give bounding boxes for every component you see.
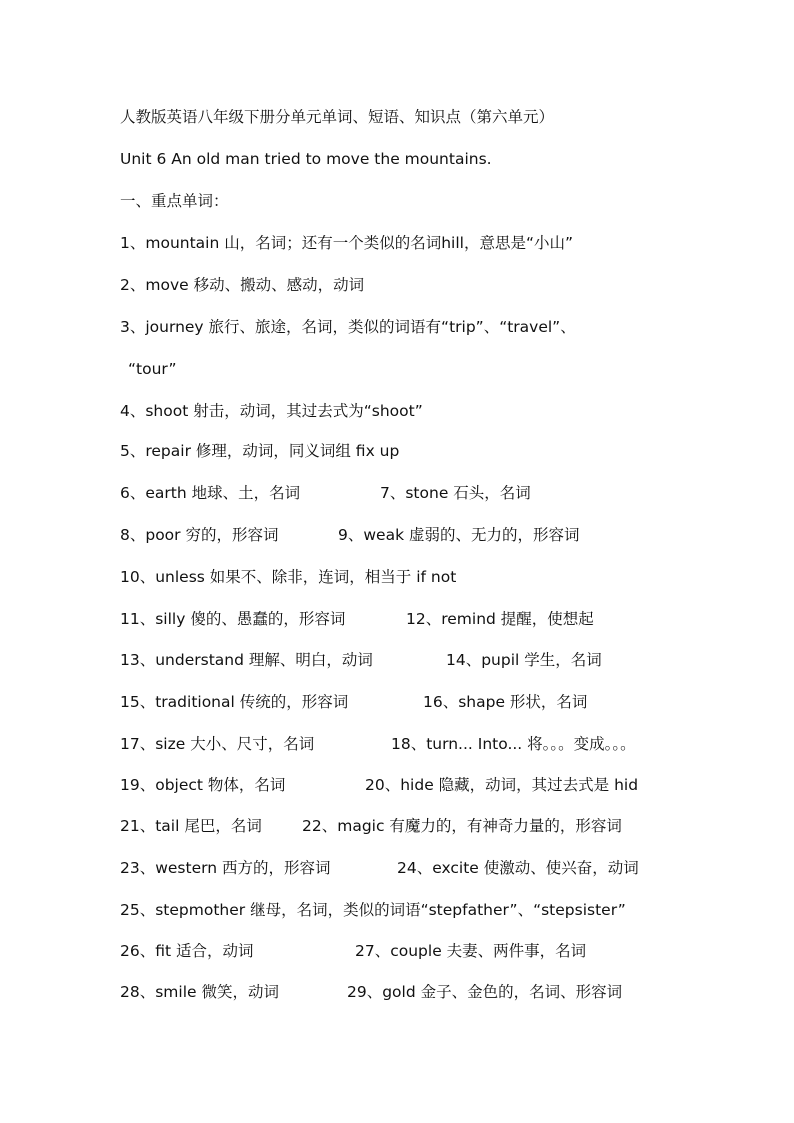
- vocab-entry: 3、journey 旅行、旅途，名词，类似的词语有“trip”、“travel”、: [120, 318, 576, 336]
- vocab-entry: 10、unless 如果不、除非，连词，相当于 if not: [120, 568, 457, 586]
- vocab-entry: 6、earth 地球、土，名词: [120, 484, 301, 502]
- vocab-entry: 7、stone 石头，名词: [380, 484, 531, 502]
- vocab-entry: 28、smile 微笑，动词: [120, 983, 279, 1001]
- vocab-entry: 20、hide 隐藏，动词，其过去式是 hid: [365, 776, 639, 794]
- vocab-entry: 12、remind 提醒，使想起: [406, 610, 594, 628]
- vocab-entry: 19、object 物体，名词: [120, 776, 286, 794]
- vocab-entry: 26、fit 适合，动词: [120, 942, 254, 960]
- vocab-line: [120, 853, 690, 883]
- vocab-entry: 2、move 移动、搬动、感动，动词: [120, 276, 365, 294]
- vocab-entry: 8、poor 穷的，形容词: [120, 526, 279, 544]
- vocab-line: [120, 604, 690, 634]
- vocab-entry: 1、mountain 山，名词；还有一个类似的名词hill，意思是“小山”: [120, 234, 574, 252]
- vocab-entry: 18、turn... Into... 将。。。变成。。。: [391, 735, 636, 753]
- vocab-entry: 24、excite 使激动、使兴奋，动词: [397, 859, 639, 877]
- vocab-line: [120, 478, 690, 508]
- vocab-line: [120, 687, 690, 717]
- vocab-entry: 22、magic 有魔力的，有神奇力量的，形容词: [302, 817, 622, 835]
- vocab-line: [120, 936, 690, 966]
- vocab-line: [120, 729, 690, 759]
- vocab-entry: 16、shape 形状，名词: [423, 693, 588, 711]
- vocab-line: [120, 895, 690, 925]
- vocab-entry: 21、tail 尾巴，名词: [120, 817, 262, 835]
- vocab-entry: 13、understand 理解、明白，动词: [120, 651, 373, 669]
- vocab-line: [120, 228, 690, 258]
- unit-title: Unit 6 An old man tried to move the mountains.: [120, 150, 492, 168]
- vocab-line: [120, 770, 690, 800]
- vocab-entry: 25、stepmother 继母，名词，类似的词语“stepfather”、“stepsister”: [120, 901, 626, 919]
- vocab-entry: 27、couple 夫妻、两件事，名词: [355, 942, 587, 960]
- vocab-line: [128, 354, 698, 384]
- vocab-entry: 15、traditional 传统的，形容词: [120, 693, 349, 711]
- vocab-line: [120, 312, 690, 342]
- vocab-entry: 4、shoot 射击，动词，其过去式为“shoot”: [120, 402, 423, 420]
- vocab-line: [120, 270, 690, 300]
- vocab-entry: 5、repair 修理，动词，同义词组 fix up: [120, 442, 400, 460]
- vocab-entry: 29、gold 金子、金色的，名词、形容词: [347, 983, 623, 1001]
- document-title: 人教版英语八年级下册分单元单词、短语、知识点（第六单元）: [120, 108, 555, 126]
- vocab-entry: 17、size 大小、尺寸，名词: [120, 735, 315, 753]
- vocab-entry: 9、weak 虚弱的、无力的，形容词: [338, 526, 580, 544]
- vocab-line: [120, 645, 690, 675]
- vocab-line: [120, 520, 690, 550]
- vocab-entry-continued: “tour”: [128, 360, 177, 378]
- vocab-entry: 14、pupil 学生，名词: [446, 651, 602, 669]
- vocab-line: [120, 977, 690, 1007]
- vocab-line: [120, 396, 690, 426]
- vocab-entry: 23、western 西方的，形容词: [120, 859, 331, 877]
- vocab-line: [120, 811, 690, 841]
- vocab-line: [120, 436, 690, 466]
- vocab-entry: 11、silly 傻的、愚蠢的，形容词: [120, 610, 346, 628]
- section-heading: 一、重点单词：: [120, 192, 229, 210]
- vocab-line: [120, 562, 690, 592]
